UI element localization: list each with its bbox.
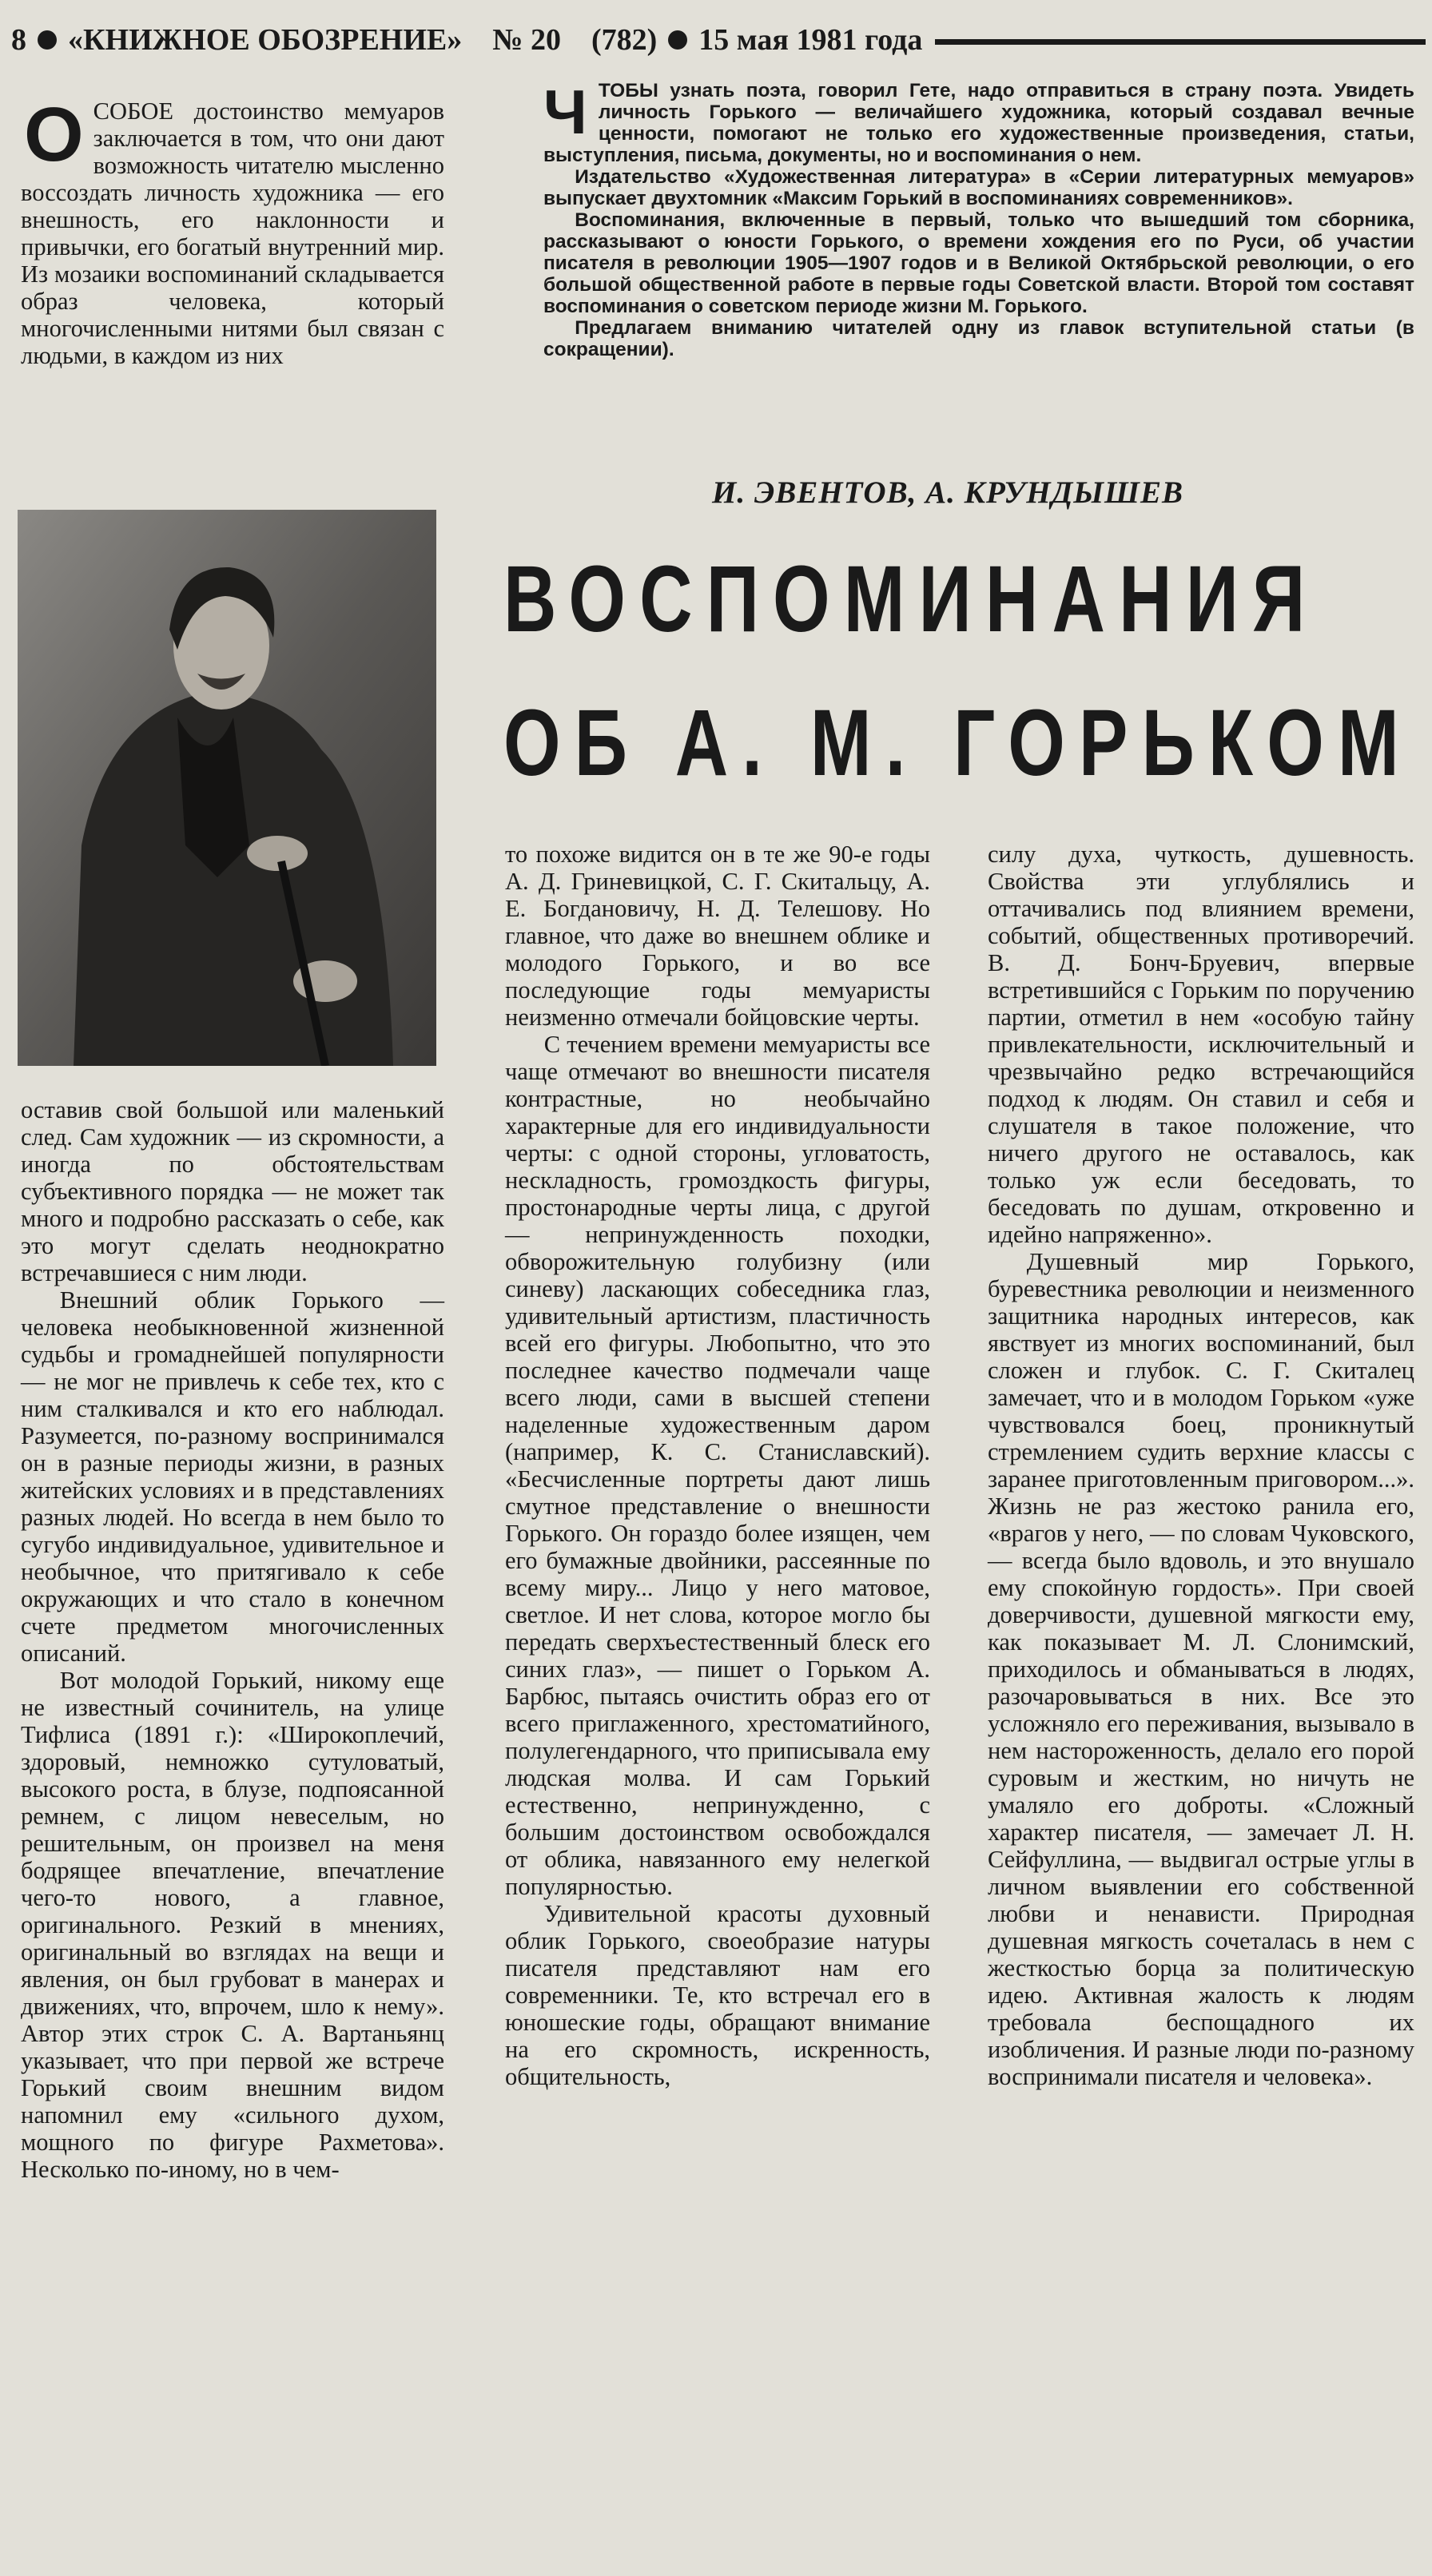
column-1 [21,1096,444,2183]
masthead-rule [935,39,1426,45]
drop-cap: О [24,92,84,177]
issue-date: 15 мая 1981 года [698,23,923,57]
portrait-photo [18,510,436,1066]
column-3 [988,841,1414,2090]
headline-line-2: ОБ А. М. ГОРЬКОМ [503,690,1413,796]
bullet-icon [38,30,57,50]
intro-paragraph: ТОБЫ узнать поэта, говорил Гете, надо отправиться в страну поэта. Увидеть личность Горького — величайшего художника, который создавал вечные ценности, помогают не только его художественные произведения, статьи, выступления, письма, документы, но и воспоминания о нем. [543,80,1414,166]
portrait-photo-image [18,510,436,1066]
opening-text: СОБОЕ достоинство мемуаров заключается в том, что они дают возможность читателю мысленно воссоздать личность художника — его внешность, его наклонности и привычки, его богатый внутренний мир. Из мозаики воспоминаний складывается образ человека, который многочисленными нитями был связан с людьми, в каждом из них [21,97,444,369]
article-paragraph: Удивительной красоты духовный облик Горького, своеобразие натуры писателя представляют нам его современники. Те, кто встречал его в юношеские годы, обращают внимание на его скромность, искренность, общительность, [505,1900,930,2090]
issue-number: № 20 [492,23,561,57]
bullet-icon [668,30,687,50]
issue-total: (782) [591,23,658,57]
article-paragraph: С течением времени мемуаристы все чаще отмечают во внешности писателя контрастные, но необычайно характерные для его индивидуальности черты: с одной стороны, угловатость, нескладность, громоздкость фигуры, простонародные черты лица, с другой — непринужденность походки, обворожительную голубизну (или синеву) ласкающих собеседника глаз, удивительный артистизм, пластичность всей его фигуры. Любопытно, что это последнее качество подмечали чаще всего люди, сами в высшей степени наделенные художественным даром (например, К. С. Станиславский). «Бесчисленные портреты дают лишь смутное представление о внешности Горького. Он гораздо более изящен, чем его бумажные двойники, рассеянные по всему миру... Лицо у него матовое, светлое. И нет слова, которое могло бы передать сверхъестественный блеск его синих глаз», — пишет о Горьком А. Барбюс, пытаясь очистить образ его от всего приглаженного, хрестоматийного, полулегендарного, что приписывала ему людская молва. И сам Горький естественно, непринужденно, с большим достоинством освобождался от облика, навязанного ему нелегкой популярностью. [505,1031,930,1900]
intro-paragraph: Воспоминания, включенные в первый, только что вышедший том сборника, рассказывают о юности Горького, о времени хождения его по Руси, об участии писателя в революции 1905—1907 годов и в Великой Октябрьской революции, о его большой общественной работе в первые годы Советской власти. Второй том составят воспоминания о советском периоде жизни М. Горького. [543,209,1414,317]
newspaper-title: «КНИЖНОЕ ОБОЗРЕНИЕ» [68,23,463,57]
article-paragraph: оставив свой большой или маленький след. Сам художник — из скромности, а иногда по обстоятельствам субъективного порядка — не может так много и подробно рассказать о себе, как это могут сделать неоднократно встречавшиеся с ним люди. [21,1096,444,1286]
intro-drop-cap: Ч [543,77,587,147]
article-paragraph: Внешний облик Горького — человека необыкновенной жизненной судьбы и громаднейшей популярности — не мог не привлечь к себе тех, кто с ним сталкивался и кто его наблюдал. Разумеется, по-разному воспринимался он в разные периоды жизни, в разных житейских условиях и в представлениях разных людей. Но всегда в нем было то сугубо индивидуальное, удивительное и необычное, что притягивало к себе окружающих и что стало в конечном счете предметом многочисленных описаний. [21,1286,444,1667]
intro-paragraph: Предлагаем вниманию читателей одну из главок вступительной статьи (в сокращении). [543,317,1414,360]
headline-line-1: ВОСПОМИНАНИЯ [503,547,1319,652]
masthead [11,18,1426,62]
article-paragraph: Вот молодой Горький, никому еще не известный сочинитель, на улице Тифлиса (1891 г.): «Широкоплечий, здоровый, немножко сутуловатый, высокого роста, в блузе, подпоясанной ремнем, с лицом невеселым, но решительным, он произвел на меня бодрящее впечатление, впечатление чего-то нового, а главное, оригинального. Резкий в мнениях, оригинальный во взглядах на вещи и явления, он был грубоват в манерах и движениях, что, впрочем, шло к нему». Автор этих строк С. А. Вартаньянц указывает, что при первой же встрече Горький своим внешним видом напомнил ему «сильного духом, мощного по фигуре Рахметова». Несколько по-иному, но в чем- [21,1667,444,2183]
page-number: 8 [11,23,26,57]
intro-paragraph: Издательство «Художественная литература» в «Серии литературных мемуаров» выпускает двухтомник «Максим Горький в воспоминаниях современников». [543,166,1414,209]
article-paragraph: силу духа, чуткость, душевность. Свойства эти углублялись и оттачивались под влиянием времени, событий, общественных противоречий. В. Д. Бонч-Бруевич, впервые встретившийся с Горьким по поручению партии, отметил в нем «особую тайну привлекательности, исключительный и чрезвычайно редко встречающийся подход к людям. Он ставил и себя и слушателя в такое положение, что ничего другого не оставалось, как только уж если беседовать, то беседовать по душам, откровенно и идейно напряженно». [988,841,1414,1248]
article-paragraph: то похоже видится он в те же 90-е годы А. Д. Гриневицкой, С. Г. Скитальцу, А. Е. Богдановичу, Н. Д. Телешову. Но главное, что даже во внешнем облике и молодого Горького, и во все последующие годы мемуаристы неизменно отмечали бойцовские черты. [505,841,930,1031]
article-opening [21,92,444,369]
article-paragraph: Душевный мир Горького, буревестника революции и неизменного защитника народных интересов, как явствует из многих воспоминаний, был сложен и глубок. С. Г. Скиталец замечает, что и в молодом Горьком «уже чувствовался боец, проникнутый стремлением судить верхние классы с заранее приготовленным приговором...». Жизнь не раз жестоко ранила его, «врагов у него, — по словам Чуковского, — всегда было вдоволь, и это внушало ему спокойную гордость». При своей доверчивости, душевной мягкости ему, как показывает М. Л. Слонимский, приходилось и обманываться в людях, разочаровываться в них. Все это усложняло его переживания, вызывало в нем настороженность, делало его порой суровым и жестким, но ничуть не умаляло его доброты. «Сложный характер писателя, — замечает Л. Н. Сейфуллина, — выдвигал острые углы в личном выявлении его собственной любви и ненависти. Природная душевная мягкость сочеталась в нем с жесткостью борца за политическую идею. Активная жалость к людям требовала беспощадного их изобличения. И разные люди по-разному воспринимали писателя и человека». [988,1248,1414,2090]
article-authors: И. ЭВЕНТОВ, А. КРУНДЫШЕВ [712,475,1183,510]
column-2 [505,841,930,2090]
editorial-intro [543,77,1414,360]
